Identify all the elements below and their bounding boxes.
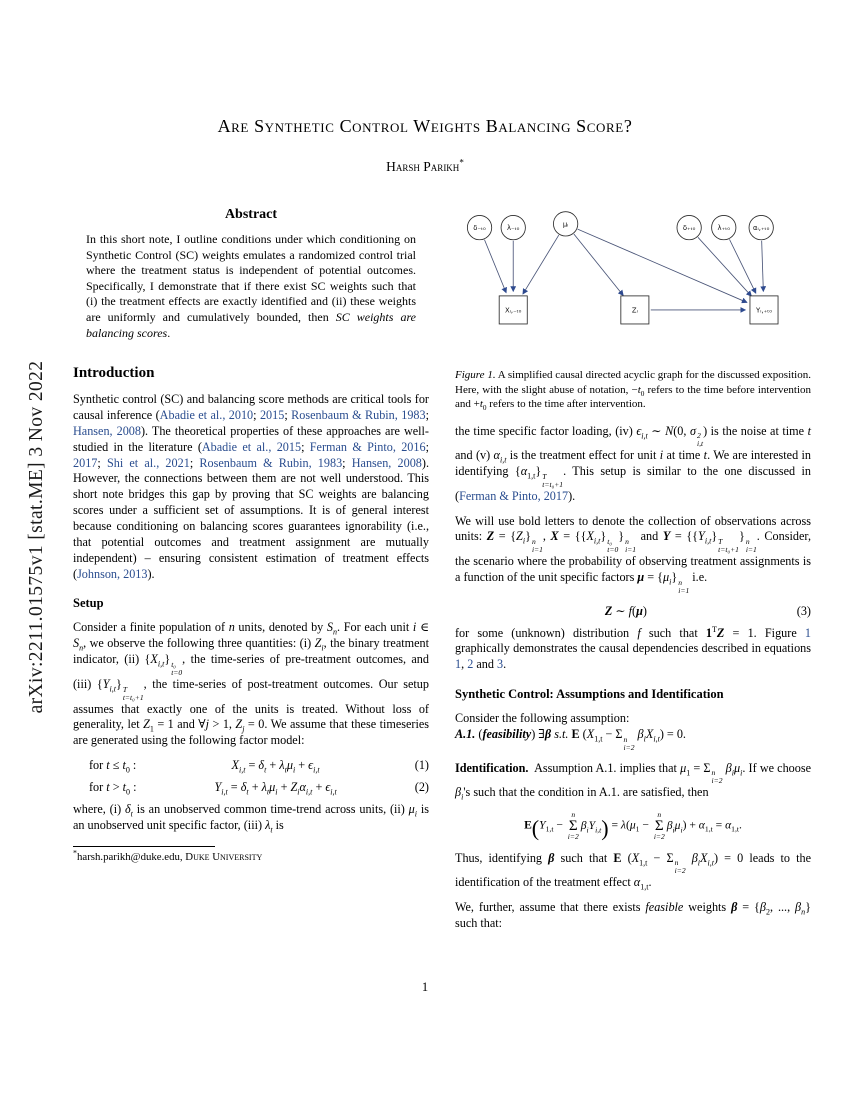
author-footnote: *harsh.parikh@duke.edu, Duke University (73, 848, 263, 863)
introduction-paragraph: Synthetic control (SC) and balancing score methods are critical tools for causal inference (Abadie et al., 2010; 2015; Rosenbaum & Rubin, 1983; Hansen, 2008). The theoretical properties of these approaches are well-studied in the literature (Abadie et al., 2015; Ferman & Pinto, 2016; 2017; Shi et al., 2021; Rosenbaum & Rubin, 1983; Hansen, 2008). However, the connections between them are not well understood. This short note bridges this gap by proving that SC weights are balancing scores under a sufficient set of assumptions. It is of general interest because conditioning on balancing scores guarantees ignorability (i.e., that potential outcomes and treatment assignment are mutually independent) – ensuring consistent estimation of treatment effects (Johnson, 2013). (73, 392, 430, 581)
equation-2-condition: for $t > t_0$ : (89, 780, 137, 797)
equation-2-formula: $Y_{i,t} = \delta_t + \lambda_t\mu_i + Z_i\alpha_{i,t} + \epsilon_{i,t}$ (214, 780, 337, 797)
svg-text:αᵢ,₊ₜ₀: αᵢ,₊ₜ₀ (753, 224, 770, 233)
internal-ref-link[interactable]: 2 (467, 657, 474, 672)
dag-edge-delta-post-to-Y (698, 237, 751, 296)
dag-edge-mu-to-Y (578, 229, 747, 302)
dag-edge-mu-to-X (523, 235, 559, 294)
figure1-caption: Figure 1. A simplified causal directed acyclic graph for the discussed exposition. Here, with the slight abuse of notation, $-t_0$ refers to the time before intervention and $+t_0$ refers to the time after intervention. (455, 369, 812, 413)
internal-ref-link[interactable]: 3 (496, 657, 504, 672)
abstract-body: In this short note, I outline conditions under which conditioning on Synthetic Control (SC) weights emulates a randomized control trial where the treatment status is independent of potential outcomes. Specifically, I demonstrate that if there exist SC weights such that (i) the treatment effects are exactly identified and (ii) these weights are uniformly and cumulatively bounded, then SC weights are balancing scores. (86, 232, 416, 340)
citation-link[interactable]: Rosenbaum & Rubin, 1983 (199, 455, 343, 470)
citation-link[interactable]: 2015 (259, 408, 285, 423)
svg-text:μᵢ: μᵢ (562, 220, 569, 229)
figure1-dag (455, 207, 811, 338)
equation-3-formula: Z ∼ f(μ) (604, 603, 647, 618)
identification-paragraph: Identification. Assumption A.1. implies that $\mu_1 = \Sigma$ n i=2 $\beta_i\mu_i$. If we choose $\beta_i's$ such that the condition in A.1. are satisfied, then (455, 760, 812, 802)
citation-link[interactable]: Abadie et al., 2010 (159, 408, 254, 423)
citation-link[interactable]: Hansen, 2008 (351, 455, 422, 470)
equation-1-formula: $X_{i,t} = \delta_t + \lambda_t\mu_i + \epsilon_{i,t}$ (231, 758, 320, 775)
equation-1-number: (1) (414, 758, 429, 773)
equation-2 (73, 780, 429, 795)
equation-3-number: (3) (796, 603, 811, 618)
feasible-weights-paragraph: We, further, assume that there exists feasible weights $\beta = \{\beta_2$, ..., $\beta_n$} such that: (455, 900, 811, 930)
abstract-heading: Abstract (224, 207, 278, 222)
citation-link[interactable]: Ferman & Pinto, 2016 (309, 439, 426, 454)
dag-node-Z (621, 296, 649, 324)
citation-link[interactable]: 2017 (73, 455, 98, 470)
svg-text:Xᵢ,₋ₜ₀: Xᵢ,₋ₜ₀ (505, 306, 522, 315)
dag-edge-delta-pre-to-X (485, 240, 507, 293)
citation-link[interactable]: Hansen, 2008 (73, 423, 141, 438)
thus-identifying-paragraph: Thus, identifying β such that E ($X_{1,t} - \Sigma$ n i=2 $\beta_iX_{i,t}) = 0$ leads to the identification of the treatment effect $\alpha_{1,t}$. (455, 850, 812, 892)
setup-paragraph: Consider a finite population of n units, denoted by $S_n$. For each unit i ∈ $S_n$, we observe the following three quantities: (i) $Z_i$, the binary treatment indicator, (ii) $\{X_{i,t}\}$ t₀ t=0 , the time-series of pre-treatment outcomes, and (iii) $\{Y_{i,t}\}$ T t=t₀+1 , the time-series of post-treatment outcomes. Our setup assumes that exactly one of the units is treated. Without loss of generality, let $Z_1 = 1$ and ∀j > 1, $Z_j = 0$. We assume that these timeseries are generated using the following factor model: (73, 620, 430, 748)
section-introduction: Introduction (73, 365, 155, 382)
dag-node-delta-pre (467, 215, 491, 239)
dag-edge-alpha-to-Y (762, 241, 764, 292)
author-footnote-marker: * (459, 157, 464, 168)
paper-title: Are Synthetic Control Weights Balancing Score? (217, 116, 633, 136)
body-paragraph-bold-letters: We will use bold letters to denote the collection of observations across units: $Z = \{Z_i\}$ n i=1 , $X = \{\{X_{i,t}\}$ t₀ t=0 } n i=1 and $Y = \{\{Y_{i,t}\}$ T t=t₀+1 } n i=1 . Consider, the scenario where the probability of observing treatment assignments is a function of the unit specific factors $\mu = \{\mu_i\}$ n i=1 i.e. (455, 513, 811, 595)
internal-ref-link[interactable]: 1 (455, 657, 462, 672)
citation-link[interactable]: Johnson, 2013 (77, 566, 148, 581)
svg-text:Zᵢ: Zᵢ (631, 306, 638, 315)
svg-text:λ₊ₜ₀: λ₊ₜ₀ (717, 224, 730, 233)
assumption-a1-paragraph: Consider the following assumption: A.1. (feasibility) ∃β s.t. E ($X_{1,t} - \Sigma$ n i=2 $\beta_iX_{i,t}) = 0$. (455, 711, 686, 752)
svg-text:δ₋ₜ₀: δ₋ₜ₀ (473, 224, 486, 233)
section-sc-assumptions: Synthetic Control: Assumptions and Identification (455, 687, 724, 702)
svg-text:Yᵢ,₊ₜ₀: Yᵢ,₊ₜ₀ (756, 306, 772, 315)
page-number: 1 (421, 980, 429, 994)
setup-paragraph-2: where, (i) $\delta_t$ is an unobserved common time-trend across units, (ii) $\mu_i$ is an unobserved unit specific factor, (iii) $\lambda_t$ is (73, 802, 430, 835)
dag-node-delta-post (677, 215, 701, 239)
dag-node-lambda-post (712, 215, 736, 239)
footnote-rule (73, 846, 215, 847)
dag-svg (455, 207, 811, 338)
svg-text:λ₋ₜ₀: λ₋ₜ₀ (507, 224, 520, 233)
dag-node-alpha (749, 215, 773, 239)
dag-node-X (499, 296, 527, 324)
citation-link[interactable]: Ferman & Pinto, 2017 (459, 488, 569, 503)
right-column (455, 207, 811, 941)
equation-1 (73, 758, 429, 773)
dag-node-Y (750, 296, 778, 324)
two-column-body (73, 207, 811, 941)
citation-link[interactable]: Shi et al., 2021 (106, 455, 190, 470)
equation-3 (455, 604, 811, 619)
citation-link[interactable]: Abadie et al., 2015 (201, 439, 302, 454)
body-paragraph-distribution: for some (unknown) distribution f such that $1^TZ = 1$. Figure 1 graphically demonstrates the causal dependencies described in equations 1, 2 and 3. (455, 624, 811, 672)
internal-ref-link[interactable]: 1 (804, 625, 811, 640)
author-name: Harsh Parikh (386, 159, 460, 174)
section-setup: Setup (73, 596, 104, 611)
svg-text:δ₊ₜ₀: δ₊ₜ₀ (682, 224, 696, 233)
body-paragraph-factors: the time specific factor loading, (iv) $\epsilon_{i,t}$ ∼ N(0, σ 2 i,t ) is the noise at time t and (v) $\alpha_{i,t}$ is the treatment effect for unit i at time t. We are interested in identifying $\{\alpha_{1,t}\}$ T t=t₀+1 . This setup is similar to the one discussed in (Ferman & Pinto, 2017). (455, 423, 812, 503)
dag-node-lambda-pre (501, 215, 525, 239)
paper-header (0, 0, 850, 175)
dag-edge-mu-to-Z (574, 234, 623, 295)
arxiv-watermark: arXiv:2211.01575v1 [stat.ME] 3 Nov 2022 (26, 360, 47, 714)
dag-node-mu (553, 212, 577, 236)
paper-author (0, 159, 850, 175)
equation-1-condition: for $t \le t_0$ : (89, 758, 137, 775)
citation-link[interactable]: Rosenbaum & Rubin, 1983 (291, 408, 426, 423)
display-equation: $E(Y_{1,t}$ − n Σ i=2 $\beta_iY_{i,t}) = \lambda(\mu_1$ − n Σ i=2 $\beta_i\mu_i) + \alpha_{1,t} = \alpha_{1,t}$. (524, 810, 742, 841)
left-column (73, 207, 429, 941)
equation-2-number: (2) (414, 780, 429, 795)
dag-edge-lambda-post-to-Y (729, 239, 755, 293)
